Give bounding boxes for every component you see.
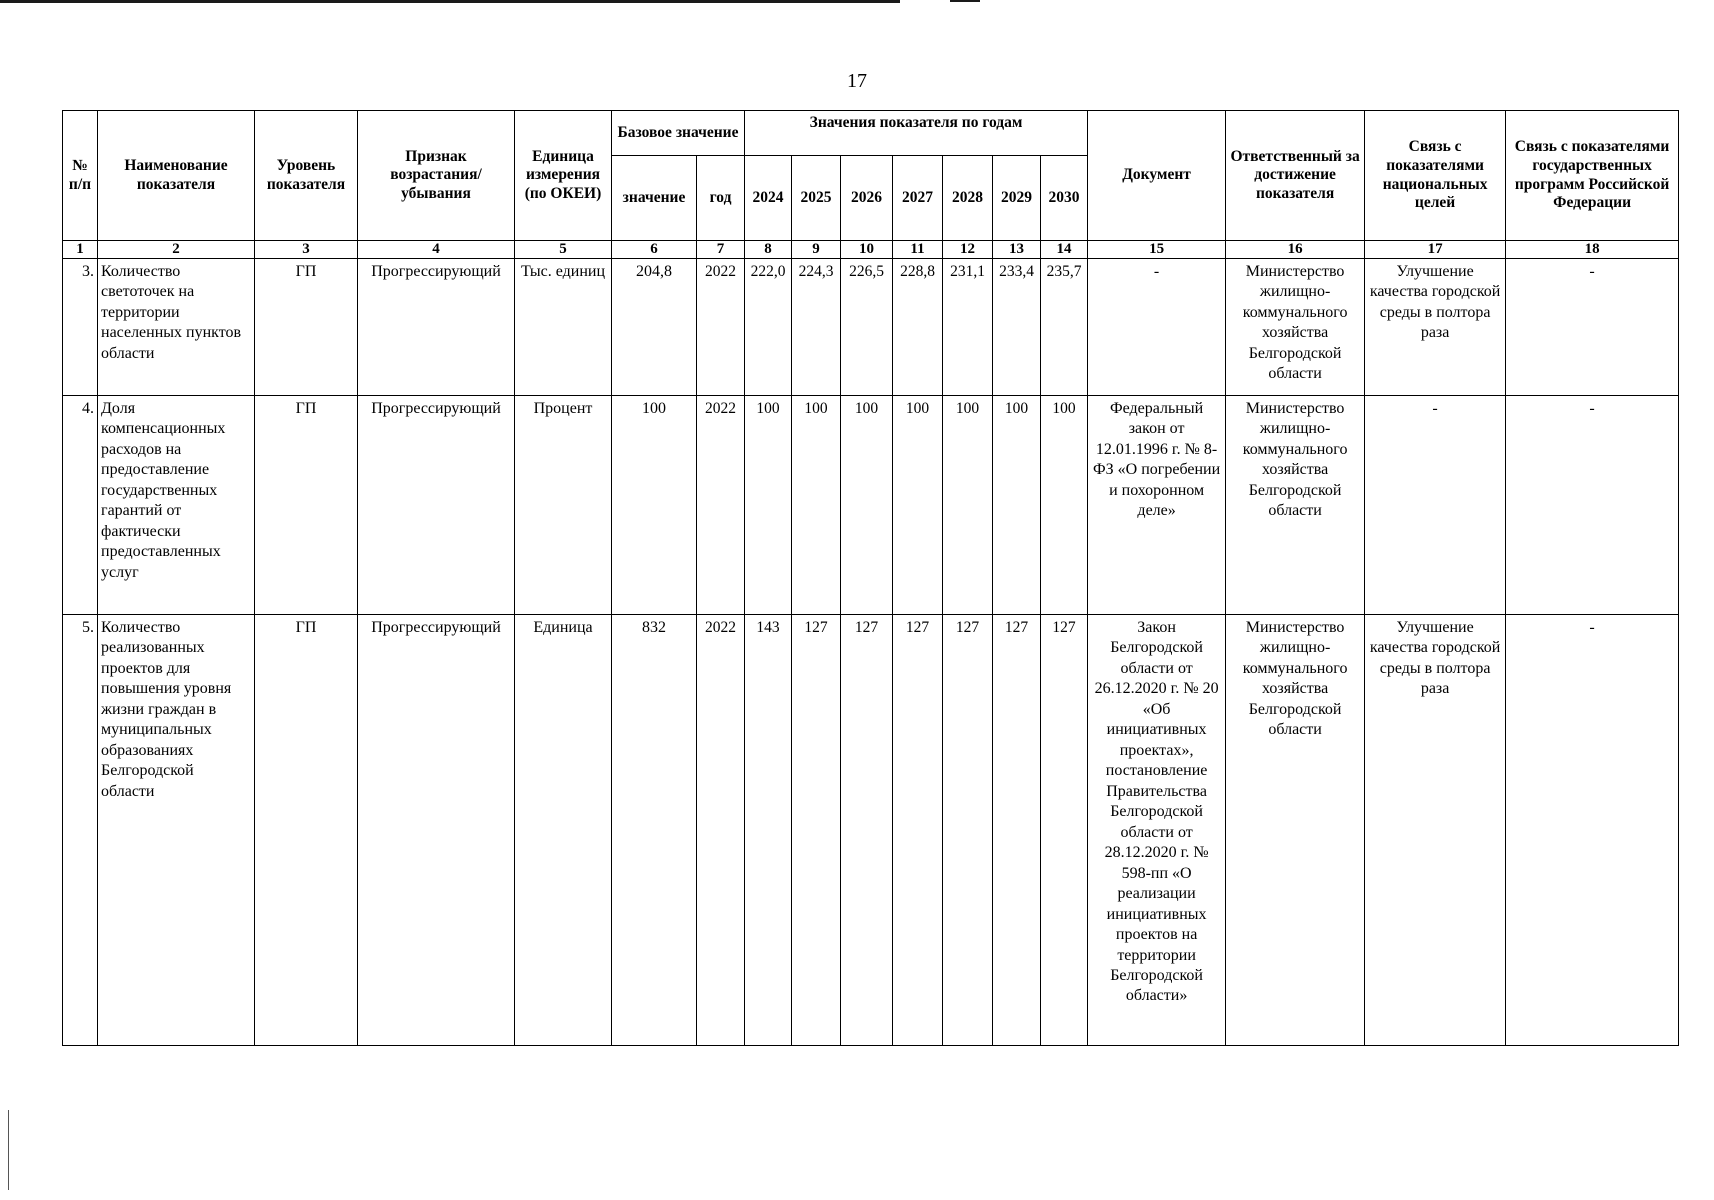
column-number: 6 (612, 241, 697, 259)
year-value: 100 (893, 396, 943, 615)
column-number: 18 (1506, 241, 1679, 259)
state-program-link: - (1506, 615, 1679, 1046)
header-responsible: Ответственный за достижение показателя (1226, 111, 1365, 241)
base-value: 100 (612, 396, 697, 615)
header-trend: Признак возрастания/ убывания (358, 111, 515, 241)
header-unit: Единица измерения (по ОКЕИ) (515, 111, 612, 241)
header-year: 2028 (943, 156, 993, 241)
header-level: Уровень показателя (255, 111, 358, 241)
header-base: Базовое значение (612, 111, 745, 156)
header-year: 2030 (1041, 156, 1088, 241)
column-number: 3 (255, 241, 358, 259)
base-year: 2022 (697, 396, 745, 615)
responsible: Министерство жилищно-коммунального хозяйства Белгородской области (1226, 615, 1365, 1046)
year-value: 127 (792, 615, 841, 1046)
row-number: 5. (63, 615, 98, 1046)
year-value: 127 (993, 615, 1041, 1046)
year-value: 100 (943, 396, 993, 615)
year-value: 127 (1041, 615, 1088, 1046)
table-row (63, 259, 1679, 396)
page-number: 17 (847, 70, 867, 92)
column-number: 17 (1365, 241, 1506, 259)
year-value: 100 (841, 396, 893, 615)
indicator-level: ГП (255, 259, 358, 396)
column-number: 7 (697, 241, 745, 259)
header-no: № п/п (63, 111, 98, 241)
header-year: 2024 (745, 156, 792, 241)
header-name: Наименование показателя (98, 111, 255, 241)
header-values-by-year: Значения показателя по годам (745, 111, 1088, 156)
indicator-unit: Единица (515, 615, 612, 1046)
base-value: 832 (612, 615, 697, 1046)
indicator-level: ГП (255, 396, 358, 615)
year-value: 100 (745, 396, 792, 615)
document: Закон Белгородской области от 26.12.2020 г. № 20 «Об инициативных проектах», постановление Правительства Белгородской области от 28.12.2020 г. № 598-пп «О реализации инициативных проектов на территории Белгородской области» (1088, 615, 1226, 1046)
document: Федеральный закон от 12.01.1996 г. № 8-ФЗ «О погребении и похоронном деле» (1088, 396, 1226, 615)
column-number: 9 (792, 241, 841, 259)
indicator-unit: Процент (515, 396, 612, 615)
national-link: Улучшение качества городской среды в полтора раза (1365, 615, 1506, 1046)
header-state-program-link: Связь с показателями государственных программ Российской Федерации (1506, 111, 1679, 241)
state-program-link: - (1506, 259, 1679, 396)
indicator-name: Доля компенсационных расходов на предоставление государственных гарантий от фактически предоставленных услуг (98, 396, 255, 615)
table-row (63, 615, 1679, 1046)
year-value: 222,0 (745, 259, 792, 396)
column-number: 1 (63, 241, 98, 259)
column-number-row (63, 241, 1679, 259)
scan-margin-mark (8, 1110, 9, 1190)
base-year: 2022 (697, 615, 745, 1046)
header-year: 2025 (792, 156, 841, 241)
year-value: 231,1 (943, 259, 993, 396)
indicator-name: Количество реализованных проектов для повышения уровня жизни граждан в муниципальных образованиях Белгородской области (98, 615, 255, 1046)
scan-edge-line (950, 0, 980, 2)
header-base-year: год (697, 156, 745, 241)
header-row-top (63, 111, 1679, 156)
indicator-trend: Прогрессирующий (358, 259, 515, 396)
column-number: 5 (515, 241, 612, 259)
header-year: 2029 (993, 156, 1041, 241)
year-value: 100 (792, 396, 841, 615)
column-number: 16 (1226, 241, 1365, 259)
column-number: 15 (1088, 241, 1226, 259)
base-year: 2022 (697, 259, 745, 396)
year-value: 233,4 (993, 259, 1041, 396)
table-row (63, 396, 1679, 615)
year-value: 127 (841, 615, 893, 1046)
row-number: 4. (63, 396, 98, 615)
indicator-trend: Прогрессирующий (358, 615, 515, 1046)
year-value: 127 (943, 615, 993, 1046)
year-value: 228,8 (893, 259, 943, 396)
column-number: 2 (98, 241, 255, 259)
column-number: 14 (1041, 241, 1088, 259)
base-value: 204,8 (612, 259, 697, 396)
indicators-table (62, 110, 1679, 1046)
indicator-level: ГП (255, 615, 358, 1046)
row-number: 3. (63, 259, 98, 396)
year-value: 235,7 (1041, 259, 1088, 396)
column-number: 11 (893, 241, 943, 259)
responsible: Министерство жилищно-коммунального хозяйства Белгородской области (1226, 396, 1365, 615)
header-base-value: значение (612, 156, 697, 241)
indicator-unit: Тыс. единиц (515, 259, 612, 396)
year-value: 143 (745, 615, 792, 1046)
column-number: 4 (358, 241, 515, 259)
state-program-link: - (1506, 396, 1679, 615)
national-link: Улучшение качества городской среды в полтора раза (1365, 259, 1506, 396)
year-value: 127 (893, 615, 943, 1046)
header-national-link: Связь с показателями национальных целей (1365, 111, 1506, 241)
year-value: 100 (1041, 396, 1088, 615)
year-value: 100 (993, 396, 1041, 615)
indicator-trend: Прогрессирующий (358, 396, 515, 615)
indicator-name: Количество светоточек на территории населенных пунктов области (98, 259, 255, 396)
column-number: 13 (993, 241, 1041, 259)
responsible: Министерство жилищно-коммунального хозяйства Белгородской области (1226, 259, 1365, 396)
header-year: 2027 (893, 156, 943, 241)
column-number: 10 (841, 241, 893, 259)
header-document: Документ (1088, 111, 1226, 241)
document: - (1088, 259, 1226, 396)
scan-edge-line (0, 0, 900, 3)
year-value: 226,5 (841, 259, 893, 396)
year-value: 224,3 (792, 259, 841, 396)
column-number: 8 (745, 241, 792, 259)
header-year: 2026 (841, 156, 893, 241)
national-link: - (1365, 396, 1506, 615)
column-number: 12 (943, 241, 993, 259)
